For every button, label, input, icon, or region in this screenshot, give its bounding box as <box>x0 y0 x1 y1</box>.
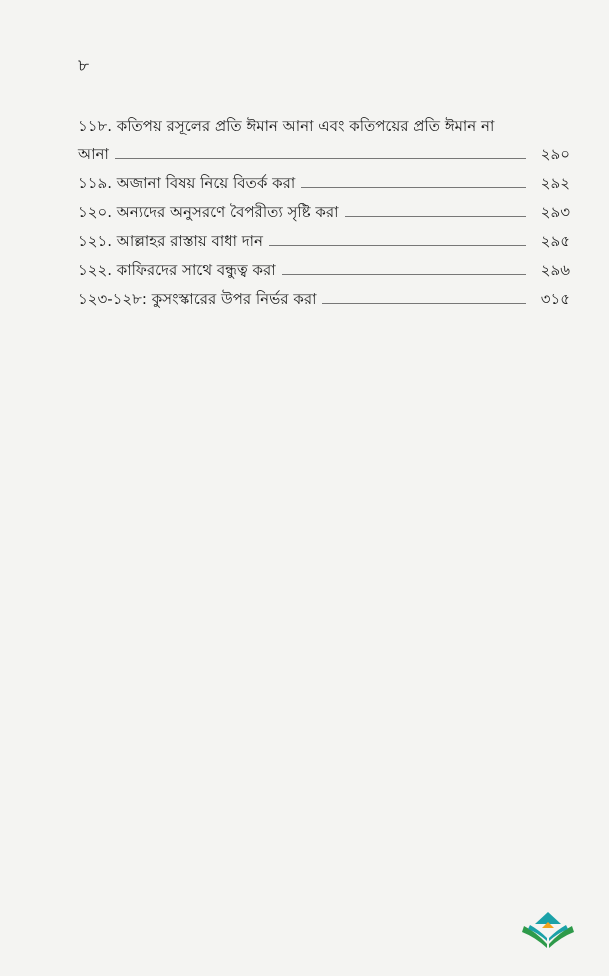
toc-entry-title: ১২০. অন্যদের অনুসরণে বৈপরীত্য সৃষ্টি করা <box>78 203 339 221</box>
toc-entry-line <box>78 231 570 251</box>
toc-entry <box>78 260 570 280</box>
toc-entry-line <box>78 202 570 222</box>
toc-entry-line <box>78 173 570 193</box>
toc-entry-title: ১২১. আল্লাহর রাস্তায় বাধা দান <box>78 232 263 250</box>
toc-entry <box>78 289 570 309</box>
toc-entry-line <box>78 144 570 164</box>
toc-entry-page: ২৯৬ <box>540 261 570 279</box>
table-of-contents <box>78 116 570 318</box>
toc-entry-page: ২৯৫ <box>540 232 570 250</box>
toc-entry-title: ১২২. কাফিরদের সাথে বন্ধুত্ব করা <box>78 261 276 279</box>
toc-entry <box>78 116 570 164</box>
toc-entry-page: ২৯২ <box>540 174 570 192</box>
toc-entry-page: ৩১৫ <box>540 290 570 308</box>
publisher-logo-icon <box>520 910 576 950</box>
toc-leader-line <box>301 187 526 188</box>
page-number: ৮ <box>78 56 90 76</box>
toc-entry <box>78 173 570 193</box>
toc-leader-line <box>345 216 526 217</box>
toc-entry-line <box>78 289 570 309</box>
toc-leader-line <box>322 303 526 304</box>
toc-entry-line <box>78 260 570 280</box>
toc-entry <box>78 202 570 222</box>
toc-leader-line <box>269 245 526 246</box>
toc-leader-line <box>115 158 526 159</box>
toc-entry-title: ১২৩-১২৮: কুসংস্কারের উপর নির্ভর করা <box>78 290 317 308</box>
toc-leader-line <box>282 274 526 275</box>
toc-entry-title: ১১৯. অজানা বিষয় নিয়ে বিতর্ক করা <box>78 174 296 192</box>
toc-entry-page: ২৯০ <box>540 145 570 163</box>
toc-entry-title: আনা <box>78 145 109 163</box>
toc-entry-title-line: ১১৮. কতিপয় রসূলের প্রতি ঈমান আনা এবং কতিপয়ের প্রতি ঈমান না <box>78 117 495 135</box>
toc-entry <box>78 231 570 251</box>
toc-entry-page: ২৯৩ <box>540 203 570 221</box>
